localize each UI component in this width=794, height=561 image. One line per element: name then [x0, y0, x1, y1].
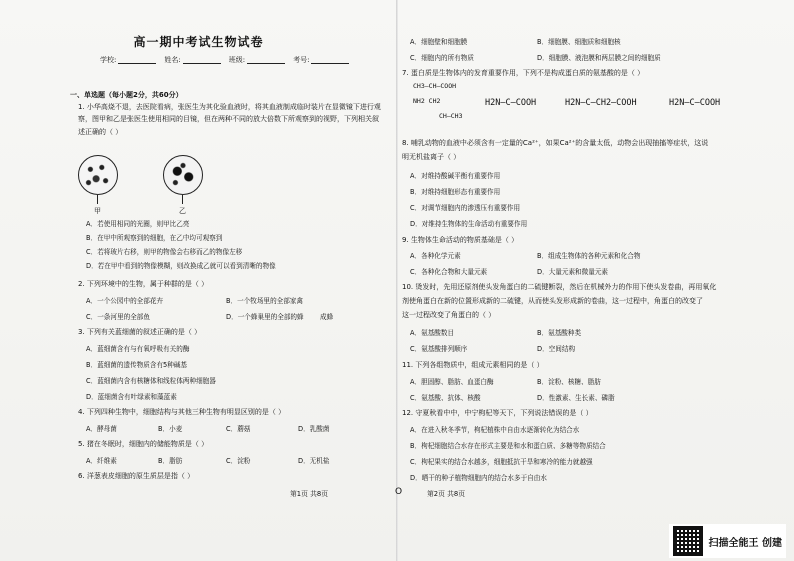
q8-option-d: D．对维持生物体的生命活动有重要作用 — [410, 220, 528, 228]
q11-stem: 11. 下列各组物质中，组成元素相同的是（ ） — [402, 361, 544, 369]
name-label: 姓名: — [164, 56, 181, 64]
q1-line-2: 察，图甲和乙是张医生使用相同的目镜，但在两种不同的放大倍数下所观察到的视野，下列相关叙 — [78, 115, 379, 123]
q7-formula-c: H2N—C—CH2—COOH — [565, 98, 637, 108]
qr-code-icon — [673, 526, 703, 556]
q5-stem: 5. 猪在冬眠时，细胞内的储能物质是（ ） — [78, 440, 209, 448]
q7-formula-a-top: CH3—CH—COOH — [413, 82, 457, 90]
q3-option-c: C．蓝细菌内含有核糖体和线粒体两种细胞器 — [86, 377, 216, 385]
q6-option-a: A．细胞壁和细胞膜 — [410, 38, 468, 46]
figure-yi-label: 乙 — [179, 207, 186, 215]
q8-option-c: C．对调节细胞内的渗透压有重要作用 — [410, 204, 521, 212]
q11-option-b: B．淀粉、核糖、脂肪 — [537, 378, 601, 386]
q5-option-c: C．淀粉 — [226, 457, 251, 465]
q2-stem: 2. 下列环境中的生物，属于种群的是（ ） — [78, 280, 209, 288]
q10-option-c: C．氨基酸排列顺序 — [410, 345, 468, 353]
q9-option-c: C．各种化合物和大量元素 — [410, 268, 488, 276]
figure-yi-stem — [182, 195, 183, 204]
q6-option-d: D．细胞膜、液泡膜和两层膜之间的细胞质 — [537, 54, 661, 62]
q12-option-a: A．在进入秋冬季节，枸杞植株中自由水逐渐转化为结合水 — [410, 426, 580, 434]
page-1-footer: 第1页 共8页 — [290, 490, 328, 498]
school-blank — [118, 55, 156, 64]
id-blank — [311, 55, 349, 64]
q9-option-d: D．大量元素和微量元素 — [537, 268, 609, 276]
school-label: 学校: — [100, 56, 117, 64]
q1-option-c: C．若将玻片右移，则甲的物像会右移而乙的物像左移 — [86, 248, 243, 256]
q5-option-d: D．无机盐 — [298, 457, 330, 465]
page-2-footer: 第2页 共8页 — [427, 490, 465, 498]
scanner-watermark — [669, 524, 786, 558]
q9-stem: 9. 生物体生命活动的物质基础是（ ） — [402, 236, 519, 244]
q3-option-d: D．蓝细菌含有叶绿素和藻蓝素 — [86, 393, 177, 401]
figure-jia — [78, 155, 118, 195]
id-label: 考号: — [293, 56, 310, 64]
q7-formula-a-bot: CH—CH3 — [439, 112, 463, 120]
name-blank — [183, 55, 221, 64]
q2-option-d: D．一个蜂巢里的全部的蜂 — [226, 313, 304, 321]
figure-jia-label: 甲 — [94, 207, 101, 215]
q5-option-a: A．纤维素 — [86, 457, 117, 465]
q2-option-b: B．一个牧场里的全部家禽 — [226, 297, 304, 305]
q12-option-c: C．枸杞果实的结合水越多，细胞抵抗干旱和寒冷的能力就越强 — [410, 458, 593, 466]
q1-option-b: B．在甲中所观察到的细胞，在乙中均可观察到 — [86, 234, 223, 242]
q10-line-3: 这一过程改变了角蛋白的（ ） — [402, 311, 496, 319]
student-info-line — [100, 55, 355, 65]
q1-option-a: A．若使用相同的光圈，则甲比乙亮 — [86, 220, 190, 228]
q10-line-1: 10. 烫发时，先用还原剂使头发角蛋白的二硫键断裂，然后在机械外力的作用下使头发卷曲，再用氧化 — [402, 283, 717, 291]
page-title: 高一期中考试生物试卷 — [133, 35, 264, 49]
q1-line-3: 述正确的（ ） — [78, 128, 123, 136]
q11-option-d: D．性激素、生长素、磷脂 — [537, 394, 615, 402]
class-blank — [247, 55, 285, 64]
section-heading: 一、单选题（每小题2分，共60分） — [70, 91, 183, 99]
fold-mark: O — [395, 487, 403, 497]
q12-option-b: B．枸杞细胞结合水存在形式主要是和水和蛋白质、多糖等物质结合 — [410, 442, 606, 450]
q10-option-a: A．氨基酸数目 — [410, 329, 455, 337]
q7-stem: 7. 蛋白质是生物体内的发育重要作用，下列不是构成蛋白质的氨基酸的是（ ） — [402, 69, 645, 77]
q1-line-1: 1. 小华高烧不退，去医院看病，张医生为其化验血液时，将其血液制成临时装片在显微镜下进行观 — [78, 103, 381, 111]
q12-stem: 12. 守夏秋看中中，中宁枸杞等天下，下列说法错误的是（ ） — [402, 409, 593, 417]
page-2 — [397, 0, 794, 561]
q9-option-b: B．组成生物体的各种元素和化合物 — [537, 252, 641, 260]
q11-option-a: A．胆固醇、脂肪、血蛋白酶 — [410, 378, 494, 386]
q4-stem: 4. 下列四种生物中，细胞结构与其他三种生物有明显区别的是（ ） — [78, 408, 286, 416]
q9-option-a: A．各种化学元素 — [410, 252, 461, 260]
figure-yi — [163, 155, 203, 195]
q1-option-d: D．若在甲中看到的物像模糊，则改换成乙就可以看到清晰的物像 — [86, 262, 276, 270]
q10-line-2: 剂使角蛋白在新的位置形成新的二硫键，从而使头发形成新的卷曲，这一过程中，角蛋白的改变了 — [402, 297, 703, 305]
q4-option-c: C．蘑菇 — [226, 425, 251, 433]
q10-option-d: D．空间结构 — [537, 345, 576, 353]
q4-option-d: D．乳酸菌 — [298, 425, 330, 433]
q8-option-b: B．对维持细胞形态有重要作用 — [410, 188, 501, 196]
q7-formula-b: H2N—C—COOH — [485, 98, 537, 108]
q11-option-c: C．氨基酸、抗体、核酸 — [410, 394, 481, 402]
q4-option-b: B．小麦 — [158, 425, 183, 433]
q2-option-a: A．一个公园中的全部花卉 — [86, 297, 164, 305]
q3-option-a: A．蓝细菌含有与有氧呼吸有关的酶 — [86, 345, 190, 353]
q4-option-a: A．酵母菌 — [86, 425, 117, 433]
q6-stem: 6. 洋葱表皮细胞的原生质层是指（ ） — [78, 472, 195, 480]
q7-formula-a-mid: NH2 CH2 — [413, 97, 441, 105]
q7-formula-d: H2N—C—COOH — [669, 98, 721, 108]
q8-line-1: 8. 哺乳动物的血液中必须含有一定量的Ca²⁺，如果Ca²⁺的含量太低，动物会出现抽搐等症状，这说 — [402, 139, 709, 147]
q10-option-b: B．氨基酸种类 — [537, 329, 582, 337]
q2-option-d-suffix: 成蜂 — [320, 313, 334, 321]
class-label: 班级: — [228, 56, 246, 64]
q8-option-a: A．对维持酸碱平衡有重要作用 — [410, 172, 501, 180]
q2-option-c: C．一条河里的全部鱼 — [86, 313, 150, 321]
q6-option-b: B．细胞膜、细胞质和细胞核 — [537, 38, 621, 46]
q6-option-c: C．细胞内的所有物质 — [410, 54, 474, 62]
q5-option-b: B．脂肪 — [158, 457, 183, 465]
q8-line-2: 明无机盐离子（ ） — [402, 153, 461, 161]
q3-option-b: B．蓝细菌的遗传物质含有5种碱基 — [86, 361, 188, 369]
figure-jia-stem — [97, 195, 98, 204]
q12-option-d: D．晒干的种子植物细胞内的结合水多于自由水 — [410, 474, 547, 482]
q3-stem: 3. 下列有关蓝细菌的叙述正确的是（ ） — [78, 328, 202, 336]
watermark-text: 扫描全能王 创建 — [708, 537, 782, 549]
